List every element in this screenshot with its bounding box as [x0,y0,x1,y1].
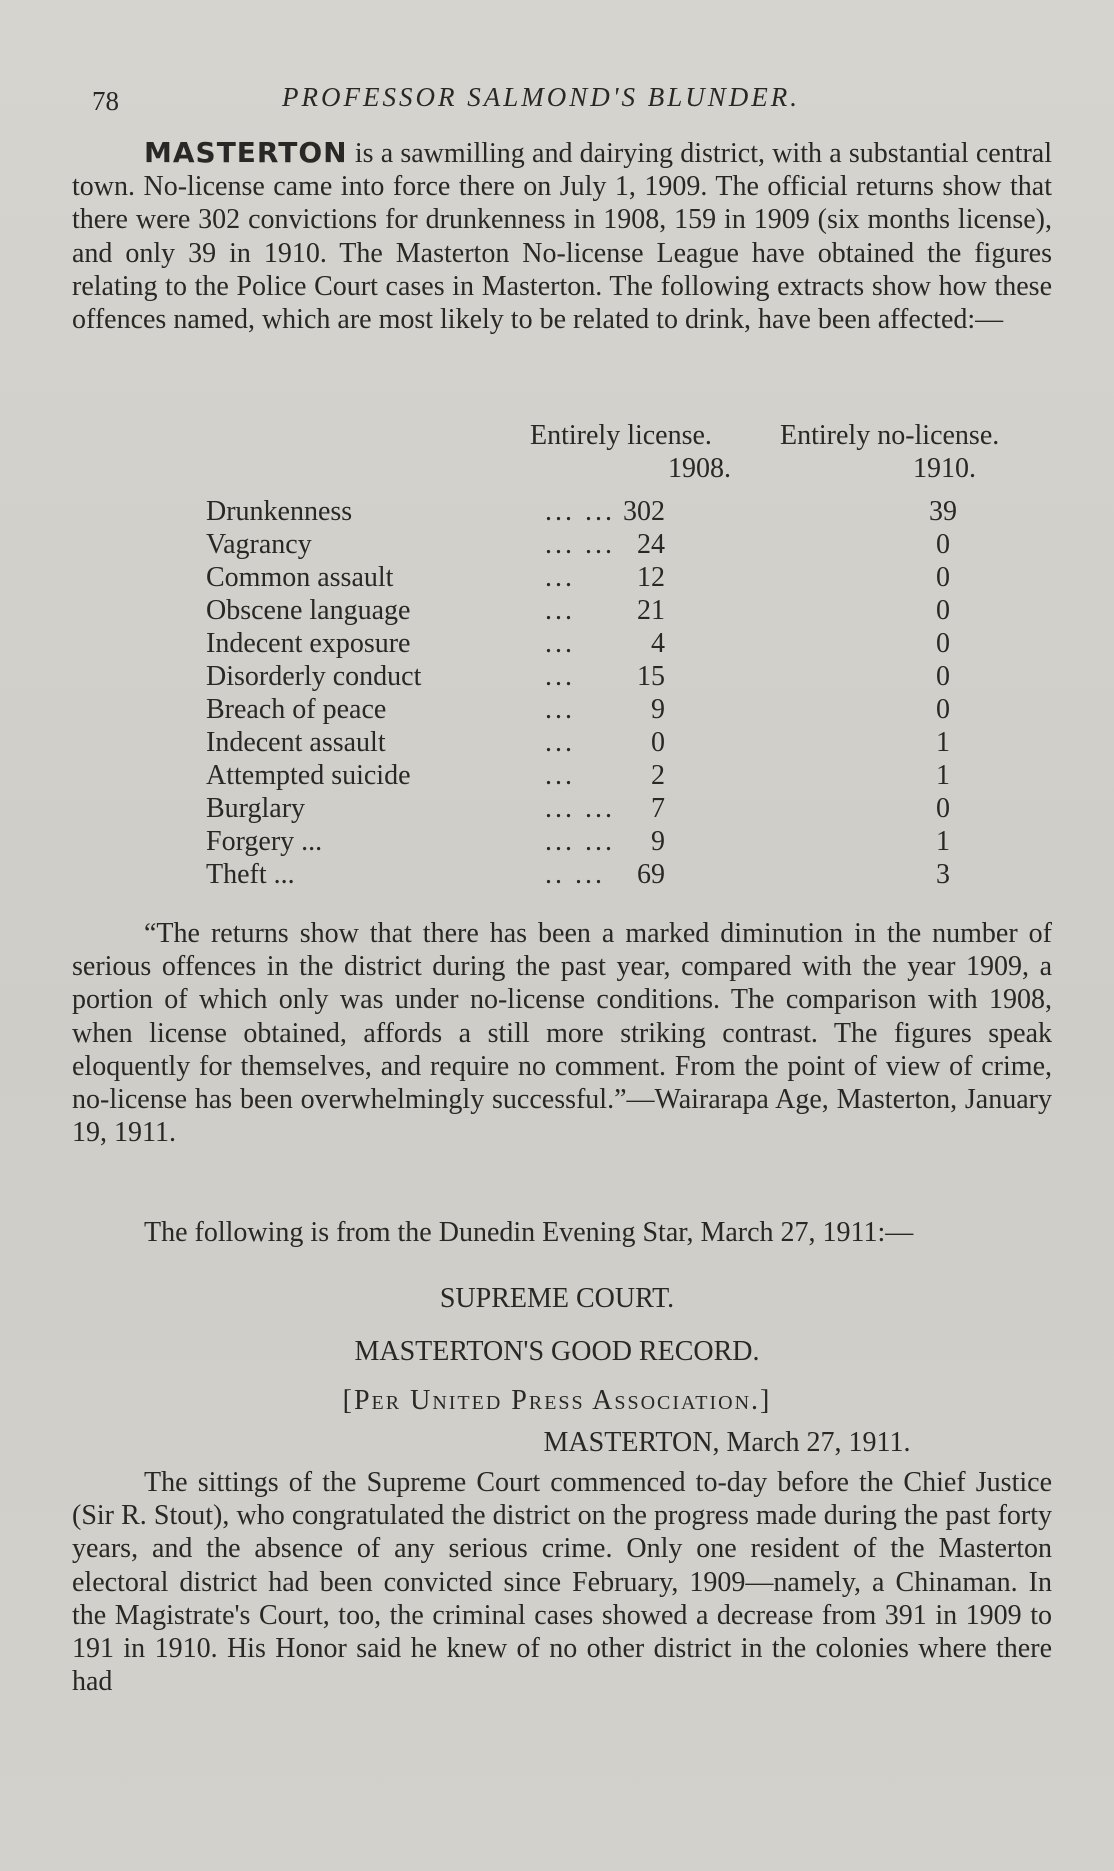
leader-dots: ... ... [545,793,615,824]
following-paragraph [72,1216,1052,1249]
following-text: The following is from the Dunedin Evening Star, March 27, 1911:— [144,1217,914,1248]
table-row [200,595,1060,628]
quote-text: “The returns show that there has been a marked diminution in the number of serious offences in the district during the past year, compared with the year 1909, a portion of which only was under no-license conditions. The comparison with 1908, when license obtained, affords a still more striking contrast. The figures speak eloquently for themselves, and require no comment. From the point of view of crime, no-license has been overwhelmingly successful.”—Wairarapa Age, Masterton, January 19, 1911. [72,918,1052,1149]
table-row [200,562,1060,595]
value-1908: 9 [651,694,665,725]
table-row [200,859,1060,892]
value-1910: 0 [936,694,950,725]
offences-table [200,420,1060,892]
value-1910: 0 [936,562,950,593]
table-row [200,826,1060,859]
running-title: PROFESSOR SALMOND'S BLUNDER. [282,82,800,112]
heading-good-record: MASTERTON'S GOOD RECORD. [354,1336,760,1367]
value-1908: 15 [637,661,665,692]
column-year-1910: 1910. [913,453,976,484]
table-row [200,793,1060,826]
offence-name: Vagrancy [206,529,312,560]
value-1910: 0 [936,661,950,692]
value-1910: 39 [929,496,957,527]
value-1908: 9 [651,826,665,857]
quote-paragraph [72,917,1052,1149]
value-1910: 1 [936,727,950,758]
offence-name: Indecent exposure [206,628,411,659]
value-1908: 0 [651,727,665,758]
value-1910: 0 [936,595,950,626]
value-1910: 0 [936,529,950,560]
leader-dots: ... [545,562,575,593]
table-row [200,661,1060,694]
leader-dots: .. ... [545,859,605,890]
offence-name: Drunkenness [206,496,353,527]
offence-name: Theft ... [206,859,295,890]
table-row [200,760,1060,793]
heading-supreme-court: SUPREME COURT. [439,1283,675,1314]
offence-name: Attempted suicide [206,760,411,791]
table-year-row [200,453,1060,486]
page-header [92,82,1052,122]
leader-dots: ... [545,628,575,659]
offence-name: Disorderly conduct [206,661,422,692]
leader-dots: ... ... [545,496,615,527]
value-1910: 1 [936,760,950,791]
table-row [200,496,1060,529]
value-1910: 0 [936,793,950,824]
column-header-license: Entirely license. [530,420,712,451]
page-number: 78 [92,86,119,116]
leader-dots: ... [545,727,575,758]
leader-dots: ... [545,694,575,725]
offence-name: Breach of peace [206,694,387,725]
offence-name: Common assault [206,562,394,593]
press-agency-line: [Per United Press Association.] [342,1385,772,1416]
table-header-row [200,420,1060,453]
offence-name: Burglary [206,793,306,824]
column-year-1908: 1908. [668,453,731,484]
value-1908: 302 [623,496,665,527]
column-header-no-license: Entirely no-license. [780,420,1000,451]
value-1908: 24 [637,529,665,560]
value-1910: 1 [936,826,950,857]
leader-dots: ... [545,595,575,626]
intro-paragraph [72,136,1052,336]
article-paragraph [72,1466,1052,1698]
leader-dots: ... [545,760,575,791]
table-row [200,694,1060,727]
value-1908: 21 [637,595,665,626]
value-1908: 69 [637,859,665,890]
intro-text: is a sawmilling and dairying district, with a substantial central town. No-license came into force there on July 1, 1909. The official returns show that there were 302 convictions for drunkenness in 1908, 159 in 1909 (six months license), and only 39 in 1910. The Masterton No-license League have obtained the figures relating to the Police Court cases in Masterton. The following extracts show how these offences named, which are most likely to be related to drink, have been affected:— [72,138,1053,336]
value-1908: 2 [651,760,665,791]
offence-name: Obscene language [206,595,411,626]
table-row [200,529,1060,562]
table-body [200,496,1060,892]
value-1910: 0 [936,628,950,659]
value-1908: 7 [651,793,665,824]
table-row [200,727,1060,760]
value-1910: 3 [936,859,950,890]
leader-dots: ... ... [545,826,615,857]
article-body: The sittings of the Supreme Court commenced to-day before the Chief Justice (Sir R. Stout), who congratulated the district on the progress made during the past forty years, and the absence of any serious crime. Only one resident of the Masterton electoral district had been convicted since February, 1909—namely, a Chinaman. In the Magistrate's Court, too, the criminal cases showed a decrease from 391 in 1909 to 191 in 1910. His Honor said he knew of no other district in the colonies where there had [72,1467,1052,1698]
value-1908: 12 [637,562,665,593]
offence-name: Indecent assault [206,727,386,758]
district-name: MASTERTON [144,136,348,169]
table-row [200,628,1060,661]
value-1908: 4 [651,628,665,659]
leader-dots: ... ... [545,529,615,560]
dateline: MASTERTON, March 27, 1911. [543,1427,911,1458]
offence-name: Forgery ... [206,826,323,857]
leader-dots: ... [545,661,575,692]
